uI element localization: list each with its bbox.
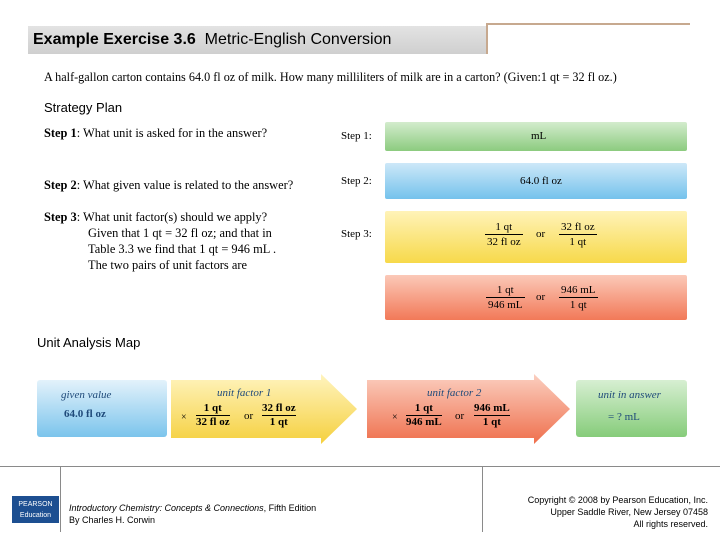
step2-text: Step 2: What given value is related to the answer?: [44, 178, 294, 192]
plan-step2-label: Step 2:: [341, 175, 372, 187]
step3-line: The two pairs of unit factors are: [88, 258, 247, 272]
footer-divider: [0, 466, 720, 467]
step2-label: Step 2: [44, 178, 77, 192]
plan-step1-box: [385, 122, 687, 151]
map-factor1b: 32 fl oz 1 qt: [262, 402, 296, 428]
unit-factor-1a: $\frac{1 qt}{\text{32 fl oz}}$: [487, 221, 521, 248]
book-author: By Charles H. Corwin: [69, 515, 156, 525]
map-factor2-head: unit factor 2: [427, 387, 482, 399]
plan-step3-box-2: [385, 275, 687, 320]
plan-step3-box: [385, 211, 687, 263]
book-edition: , Fifth Edition: [263, 503, 317, 513]
strategy-heading: Strategy Plan: [44, 100, 123, 115]
or-text: or: [536, 291, 546, 303]
map-given-value: 64.0 fl oz: [64, 408, 106, 420]
step3-line: Table 3.3 we find that 1 qt = 946 mL .: [88, 242, 277, 256]
book-citation: [69, 502, 316, 526]
map-factor2a: 1 qt 946 mL: [406, 402, 442, 428]
step1-text: Step 1: What unit is asked for in the answer?: [44, 126, 268, 140]
problem-statement: A half-gallon carton contains 64.0 fl oz of milk. How many milliliters of milk are in a carton? (Given:1 qt = 32 fl oz.): [44, 70, 617, 84]
map-or-text: or: [244, 410, 254, 422]
book-title: Introductory Chemistry: Concepts & Connections: [69, 503, 264, 513]
map-given-head: given value: [61, 389, 112, 401]
plan-step3-label: Step 3:: [341, 228, 372, 240]
map-factor1-head: unit factor 1: [217, 387, 272, 399]
footer-divider-right: [482, 466, 483, 532]
map-answer-head: unit in answer: [598, 389, 661, 401]
unit-factor-2a: $\frac{1 qt}{946 mL}$: [488, 284, 523, 311]
title-divider-vertical: [486, 23, 488, 54]
map-answer-value: = ? mL: [608, 411, 640, 423]
map-given-box: [37, 380, 167, 437]
map-or-text: or: [455, 410, 465, 422]
title-divider: [486, 23, 690, 25]
footer-divider-left: [60, 466, 61, 532]
or-text: or: [536, 228, 546, 240]
plan-step2-value: 64.0 fl oz: [520, 175, 562, 187]
plan-step1-value: mL: [531, 130, 547, 142]
plan-step1-label: Step 1:: [341, 130, 372, 142]
step3-label: Step 3: [44, 210, 77, 224]
exercise-topic: Metric-English Conversion: [204, 31, 392, 48]
map-factor2b: 946 mL 1 qt: [474, 402, 510, 428]
map-factor2-arrow: [367, 374, 570, 444]
unit-factor-1b: $\frac{\text{32 fl oz}}{1 qt}$: [561, 221, 595, 248]
plan-step2-box: [385, 163, 687, 199]
exercise-number: Example Exercise 3.6: [33, 31, 196, 48]
unit-map-heading: Unit Analysis Map: [37, 335, 141, 350]
copyright-notice: Copyright © 2008 by Pearson Education, Inc. Upper Saddle River, New Jersey 07458 All rights reserved.: [527, 495, 708, 529]
unit-factor-2b: $\frac{946 mL}{1 qt}$: [561, 284, 596, 311]
slide-title: [33, 31, 391, 49]
times-symbol: ×: [181, 412, 187, 423]
step3-text: Step 3: What unit factor(s) should we apply? Given that 1 qt = 32 fl oz; and that in Table 3.3 we find that 1 qt = 946 mL . The two pairs of unit factors are: [44, 210, 277, 272]
pearson-logo: PEARSON Education: [12, 496, 59, 523]
map-factor1a: 1 qt 32 fl oz: [196, 402, 230, 428]
step3-line: Given that 1 qt = 32 fl oz; and that in: [88, 226, 272, 240]
map-answer-box: [576, 380, 687, 437]
step1-label: Step 1: [44, 126, 77, 140]
times-symbol: ×: [392, 412, 398, 423]
